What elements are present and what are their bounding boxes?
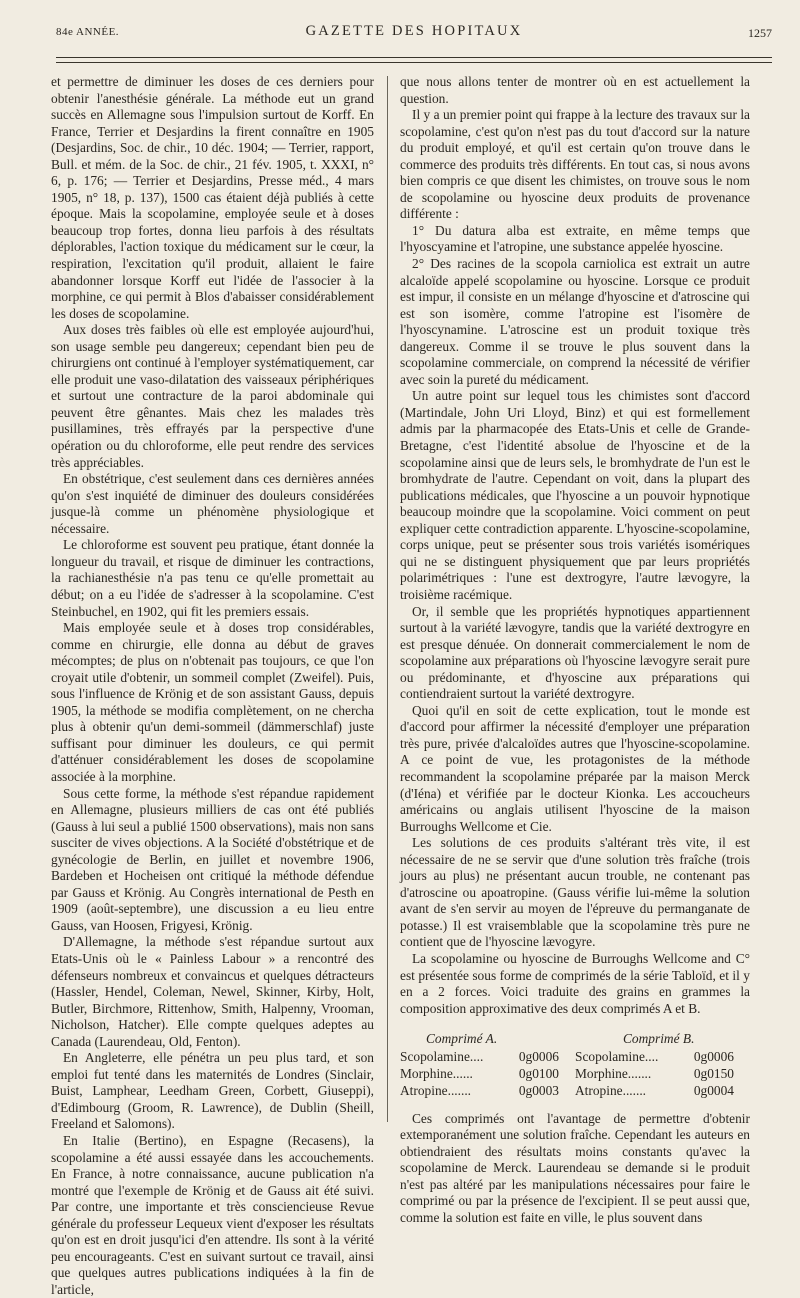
paragraph: Quoi qu'il en soit de cette explication, tout le monde est d'accord pour affirmer la nécessité d'employer une préparation très pure, privée d'alcaloïdes autres que l'hyoscine-scopolamine. A ce point de vue, les protagonistes de la méthode recommandent la scopolamine préparée par la maison Merck (d'Iéna) et vérifiée par le docteur Kionka. Les accoucheurs américains ou anglais utilisent l'hyoscine de la maison Burroughs Wellcome et Cie. [400,702,750,834]
paragraph: 2° Des racines de la scopola carniolica est extrait un autre alcaloïde appelé scopolamine ou hyoscine. Lorsque ce produit est impur, il consiste en un mélange d'hyoscine et d'atroscine qui est son isomère, comme l'atropine est l'isomère de l'hyoscynamine. L'atroscine est un produit toxique très dangereux. Comme il se trouve le plus souvent dans la scopolamine commerciale, on comprend la nécessité de vérifier avec soin la pureté du médicament. [400,256,750,387]
table-row [400,1082,575,1099]
tablet-a-table [400,1048,575,1099]
ingredient-dose: 0g0006 [518,1048,559,1064]
ingredient-name: Morphine....... [575,1065,652,1081]
table-row [400,1065,575,1082]
ingredient-name: Scopolamine.... [575,1048,659,1064]
ingredient-dose: 0g0006 [693,1048,734,1064]
table-row [575,1065,750,1082]
ingredient-name: Atropine....... [575,1082,647,1098]
right-column [400,74,750,1227]
header-rule-top [56,57,772,58]
ingredient-name: Morphine...... [400,1065,473,1081]
table-row [575,1048,750,1065]
paragraph: Sous cette forme, la méthode s'est répandue rapidement en Allemagne, plusieurs milliers de cas ont été publiés (Gauss à lui seul a publié 1500 observations), mais non sans susciter de vives objections. A la Société d'obstétrique et de gynécologie de Berlin, en juillet et novembre 1906, Bardeben et Hocheisen ont critiqué la méthode défendue par Gauss et Krönig. Au Congrès international de Pesth en 1909 (août-septembre), une discussion a eu lieu entre Gauss, van Hoosen, Frigyesi, Krönig. [51,785,374,933]
composition-table [400,1031,750,1099]
ingredient-dose: 0g0003 [518,1082,559,1098]
paragraph: Un autre point sur lequel tous les chimistes sont d'accord (Martindale, John Uri Lloyd, Binz) et qui est formellement admis par la pharmacopée des Etats-Unis et celle de Grande-Bretagne, c'est l'identité absolue de l'hyoscine et de la scopolamine ainsi que de leurs sels, le bromhydrate de l'un est le bromhydrate de l'autre. Cependant on voit, dans la plupart des publications médicales, que l'hyoscine a un pouvoir hypnotique beaucoup moindre que la scopolamine. Voici comment on peut expliquer cette contradiction apparente. L'hyoscine-scopolamine, corps unique, peut se présenter sous trois variétés isomériques qui ne se distinguent physiquement que par leurs propriétés polarimétriques : l'une est dextrogyre, l'autre lævogyre, la troisième racémique. [400,388,750,602]
journal-title: GAZETTE DES HOPITAUX [305,23,523,39]
paragraph: Il y a un premier point qui frappe à la lecture des travaux sur la scopolamine, c'est qu'on n'est pas du tout d'accord sur la nature du produit employé, et qu'il est certain qu'on trouve dans le commerce des produits très différents. En tout cas, si nous avons bien compris ce que disent les chimistes, on trouve sous le nom de scopolamine ou hyoscine deux produits de provenance différente : [400,107,750,222]
paragraph: Le chloroforme est souvent peu pratique, étant donnée la longueur du travail, et risque de diminuer les contractions, la rachianesthésie n'a pas tenu ce qu'elle promettait au début; on a eu l'idée de s'adresser à la scopolamine. C'est Steinbuchel, en 1902, qui fit les premiers essais. [51,537,374,619]
paragraph: Ces comprimés ont l'avantage de permettre d'obtenir extemporanément une solution fraîche. Cependant les auteurs en obtiendraient des résultats moins constants qu'avec la scopolamine de Merck. Laurendeau se demande si le produit n'est pas altéré par les manipulations nécessaires pour faire le comprimé ou par la présence de l'excipient. Il se peut aussi que, comme la solution est faite en ville, le plus souvent dans [400,1110,750,1225]
paragraph: La scopolamine ou hyoscine de Burroughs Wellcome and C° est présentée sous forme de comprimés de la série Tabloïd, et il y en a 2 forces. Voici traduite des grains en grammes la composition approximative des deux comprimés A et B. [400,950,750,1016]
ingredient-dose: 0g0004 [693,1082,734,1098]
page-number: 1257 [748,26,772,40]
ingredient-dose: 0g0100 [518,1065,559,1081]
ingredient-name: Scopolamine.... [400,1048,484,1064]
ingredient-name: Atropine....... [400,1082,472,1098]
paragraph: En obstétrique, c'est seulement dans ces dernières années qu'on s'est inquiété de diminuer des douleurs considérées jusque-là comme un phénomène physiologique et nécessaire. [51,471,374,536]
page-header [56,20,772,48]
paragraph: Aux doses très faibles où elle est employée aujourd'hui, son usage semble peu dangereux; cependant bien peu de chirurgiens ont continué à l'employer systématiquement, car elle produit une vaso-dilatation des vaisseaux périphériques et surtout une contracture de la paroi abdominale qui peuvent être gênantes. Mais chez les malades très pusillamines, très effrayés par la perspective d'une opération ou du chloroforme, elle peut rendre des services très appréciables. [51,322,374,470]
table-row [400,1048,575,1065]
ingredient-dose: 0g0150 [693,1065,734,1081]
left-column [51,74,374,1298]
paragraph: 1° Du datura alba est extraite, en même temps que l'hyoscyamine et l'atropine, une substance appelée hyoscine. [400,222,750,255]
tablet-a-heading: Comprimé A. [426,1031,498,1047]
year-label: 84e ANNÉE. [56,26,120,38]
paragraph: En Italie (Bertino), en Espagne (Recasens), la scopolamine a été aussi essayée dans les accouchements. En France, à notre connaissance, aucune publication n'a montré que l'exemple de Krönig et de Gauss ait été suivi. Par contre, une importante et très consciencieuse Revue générale du professeur Lequeux vient d'exposer les résultats qu'on est en droit jusqu'ici d'en attendre. Ils sont à la vérité peu encourageants. C'est en suivant surtout ce travail, ainsi que quelques autres publications indiquées à la fin de l'article, [51,1133,374,1297]
paragraph: que nous allons tenter de montrer où en est actuellement la question. [400,74,750,106]
table-row [575,1082,750,1099]
paragraph: et permettre de diminuer les doses de ces derniers pour obtenir l'anesthésie générale. La méthode eut un grand succès en Allemagne sous l'impulsion surtout de Korff. En France, Terrier et Desjardins la firent connaître en 1905 (Desjardins, Soc. de chir., 10 déc. 1904; — Terrier, rapport, Bull. et mém. de la Soc. de chir., 21 fév. 1905, t. XXXI, n° 6, p. 176; — Terrier et Desjardins, Presse méd., 4 mars 1905, n° 18, p. 137), 1500 cas étaient déjà publiés à cette époque. Mais la scopolamine, employée seule et à doses beaucoup trop fortes, donna lieu parfois à des résultats déplorables, l'action toxique du médicament sur le cœur, la respiration, l'excitation qu'il produit, allaient le faire abandonner lorsque Korff eut l'idée de l'associer à la morphine, ce qui permit à Blos d'abaisser considérablement les doses de scopolamine. [51,74,374,321]
tablet-b-heading: Comprimé B. [623,1031,695,1047]
tablet-b-table [575,1048,750,1099]
header-rule-bottom [56,62,772,63]
paragraph: Les solutions de ces produits s'altérant très vite, il est nécessaire de ne se servir que d'une solution très fraîche (trois jours au plus) ne présentant aucun trouble, ne contenant pas d'atroscine ou apoatropine. (Gauss vérifie lui-même la solution avant de s'en servir au moyen de l'épreuve du permanganate de potasse.) Il est vraisemblable que la scopolamine très pure ne contient que de l'hyoscine lævogyre. [400,835,750,950]
paragraph: En Angleterre, elle pénétra un peu plus tard, et son emploi fut tenté dans les maternités de Londres (Sinclair, Buist, Lamphear, Leedham Green, Corbett, Giuseppi), d'Edimbourg (Groom, R. Lawrence), de Dublin (Sheill, Freeland et Salomons). [51,1050,374,1132]
paragraph: Mais employée seule et à doses trop considérables, comme en chirurgie, elle donna au début de graves mécomptes; de plus on n'obtenait pas toujours, ce que l'on croyait utile d'obtenir, un sommeil complet (Zweifel). Puis, sous l'influence de Krönig et de son assistant Gauss, depuis 1905, la méthode se modifia complètement, on ne chercha plus à obtenir qu'un demi-sommeil (dämmerschlaf) juste suffisant pour diminuer les douleurs, ce qui permit d'atténuer considérablement les doses de scopolamine associée à la morphine. [51,620,374,784]
paragraph: D'Allemagne, la méthode s'est répandue surtout aux Etats-Unis où le « Painless Labour » a rencontré des défenseurs nombreux et convaincus et quelques détracteurs (Hassler, Hendel, Coleman, Newel, Skinner, Kirby, Holt, Butler, Birchmore, Rittenhow, Smith, Halpenny, Vrooman, Nicholson, Hatcher). Elle compte quelques adeptes au Canada (Laurendeau, Old, Fenton). [51,934,374,1049]
column-divider [387,76,388,1122]
paragraph: Or, il semble que les propriétés hypnotiques appartiennent surtout à la variété lævogyre, tandis que la variété dextrogyre en est presque dénuée. On donnerait commercialement le nom de scopolamine aux préparations où l'hyoscine lævogyre serait pure ou prédominante, et d'hyoscine aux préparations qui contiendraient surtout la variété dextrogyre. [400,603,750,702]
